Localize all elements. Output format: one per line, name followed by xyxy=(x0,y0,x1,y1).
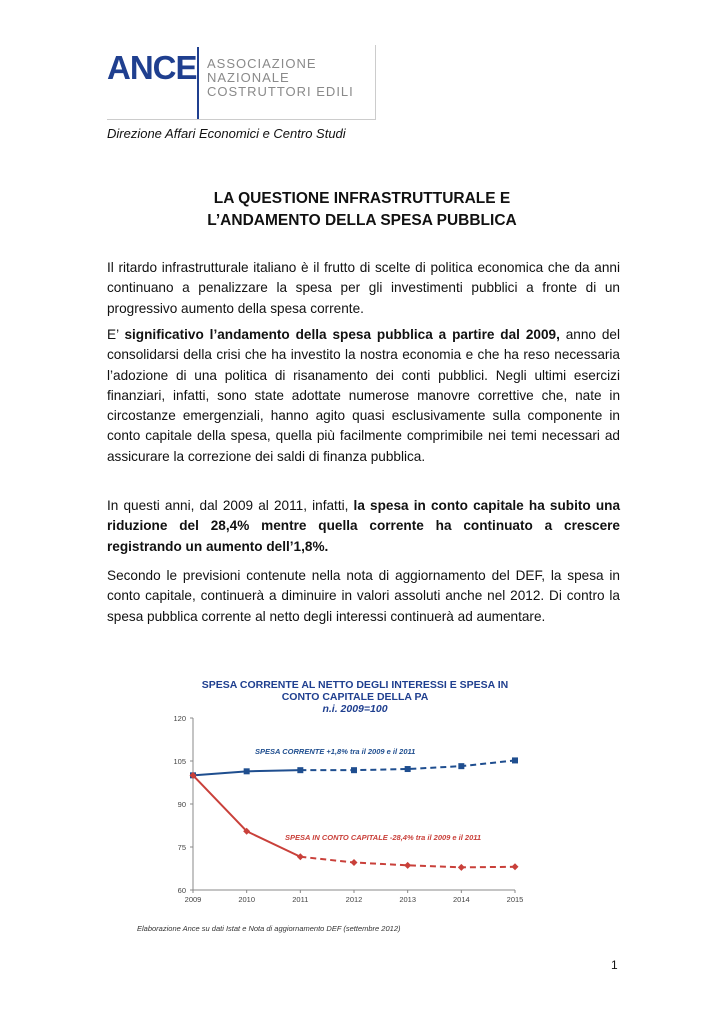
x-tick-label: 2011 xyxy=(292,895,309,904)
data-point-diamond xyxy=(351,859,358,866)
x-tick-label: 2015 xyxy=(506,895,524,904)
x-tick-label: 2013 xyxy=(399,895,417,904)
paragraph-3 xyxy=(107,496,620,557)
data-point-square xyxy=(458,763,464,769)
data-point-square xyxy=(512,757,518,763)
logo-subtitle-line1: ASSOCIAZIONE NAZIONALE xyxy=(207,56,317,85)
data-point-diamond xyxy=(512,863,519,870)
paragraph-3-bold: la spesa in conto capitale ha subito una riduzione del 28,4% mentre quella corrente ha continuato a crescere registrando un aumento dell’1,8%. xyxy=(107,498,620,554)
logo-wordmark: ANCE xyxy=(107,49,197,86)
y-tick-label: 120 xyxy=(173,714,186,723)
logo-frame-right xyxy=(375,45,376,120)
data-point-diamond xyxy=(297,853,304,860)
y-tick-label: 75 xyxy=(177,843,186,852)
page-number: 1 xyxy=(611,958,618,972)
y-tick-label: 105 xyxy=(173,757,186,766)
logo-subtitle xyxy=(207,57,377,99)
paragraph-2-bold: significativo l’andamento della spesa pubblica a partire dal 2009, xyxy=(124,327,560,342)
chart-source-note: Elaborazione Ance su dati Istat e Nota di aggiornamento DEF (settembre 2012) xyxy=(137,924,401,933)
x-tick-label: 2009 xyxy=(184,895,202,904)
spending-chart xyxy=(135,672,555,942)
data-point-square xyxy=(297,767,303,773)
data-point-square xyxy=(351,767,357,773)
logo-subtitle-line2: COSTRUTTORI EDILI xyxy=(207,84,354,99)
series-label-spesa-conto-capitale: SPESA IN CONTO CAPITALE -28,4% tra il 2009 e il 2011 xyxy=(285,832,482,842)
series-label-spesa-corrente: SPESA CORRENTE +1,8% tra il 2009 e il 2011 xyxy=(255,746,416,756)
series-line-actual-1 xyxy=(193,775,300,856)
department-heading: Direzione Affari Economici e Centro Studi xyxy=(107,126,346,141)
paragraph-2 xyxy=(107,325,620,467)
paragraph-1: Il ritardo infrastrutturale italiano è il frutto di scelte di politica economica che da anni continuano a penalizzare la spesa per gli investimenti pubblici a fronte di un progressivo aumento della spesa corrente. xyxy=(107,260,620,316)
data-point-diamond xyxy=(458,864,465,871)
y-tick-label: 90 xyxy=(177,800,186,809)
x-tick-label: 2010 xyxy=(238,895,256,904)
paragraph-3-lead: In questi anni, dal 2009 al 2011, infatti, xyxy=(107,498,354,513)
ance-logo xyxy=(107,45,377,120)
paragraph-2-lead: E’ xyxy=(107,327,125,342)
chart-plot xyxy=(135,672,555,942)
chart-title-line3: n.i. 2009=100 xyxy=(322,703,388,715)
title-line-2: L’ANDAMENTO DELLA SPESA PUBBLICA xyxy=(207,212,517,229)
data-point-square xyxy=(405,766,411,772)
y-tick-label: 60 xyxy=(177,886,186,895)
x-tick-label: 2014 xyxy=(452,895,470,904)
logo-divider xyxy=(197,47,199,119)
logo-frame-bottom xyxy=(107,119,376,120)
chart-title-line2: CONTO CAPITALE DELLA PA xyxy=(281,691,429,703)
paragraph-4: Secondo le previsioni contenute nella nota di aggiornamento del DEF, la spesa in conto capitale, continuerà a diminuire in valori assoluti anche nel 2012. Di contro la spesa pubblica corrente al netto degli interessi continuerà ad aumentare. xyxy=(107,568,620,624)
document-title xyxy=(107,188,617,232)
data-point-square xyxy=(244,768,250,774)
paragraph-2-rest: anno del consolidarsi della crisi che ha investito la nostra economia e che ha reso necessaria l’adozione di una politica di risanamento dei conti pubblici. Negli ultimi esercizi finanziari, infatti, sono state adottate numerose manovre correttive che, nate in circostanze emergenziali, hanno agito quasi esclusivamente sulla componente in conto capitale della spesa, quella più facilmente comprimibile nei temi necessari ad assicurare la correzione dei saldi di finanza pubblica. xyxy=(107,327,621,464)
chart-title-line1: SPESA CORRENTE AL NETTO DEGLI INTERESSI E SPESA IN xyxy=(201,679,509,691)
data-point-diamond xyxy=(404,862,411,869)
x-tick-label: 2012 xyxy=(345,895,363,904)
title-line-1: LA QUESTIONE INFRASTRUTTURALE E xyxy=(213,190,511,207)
